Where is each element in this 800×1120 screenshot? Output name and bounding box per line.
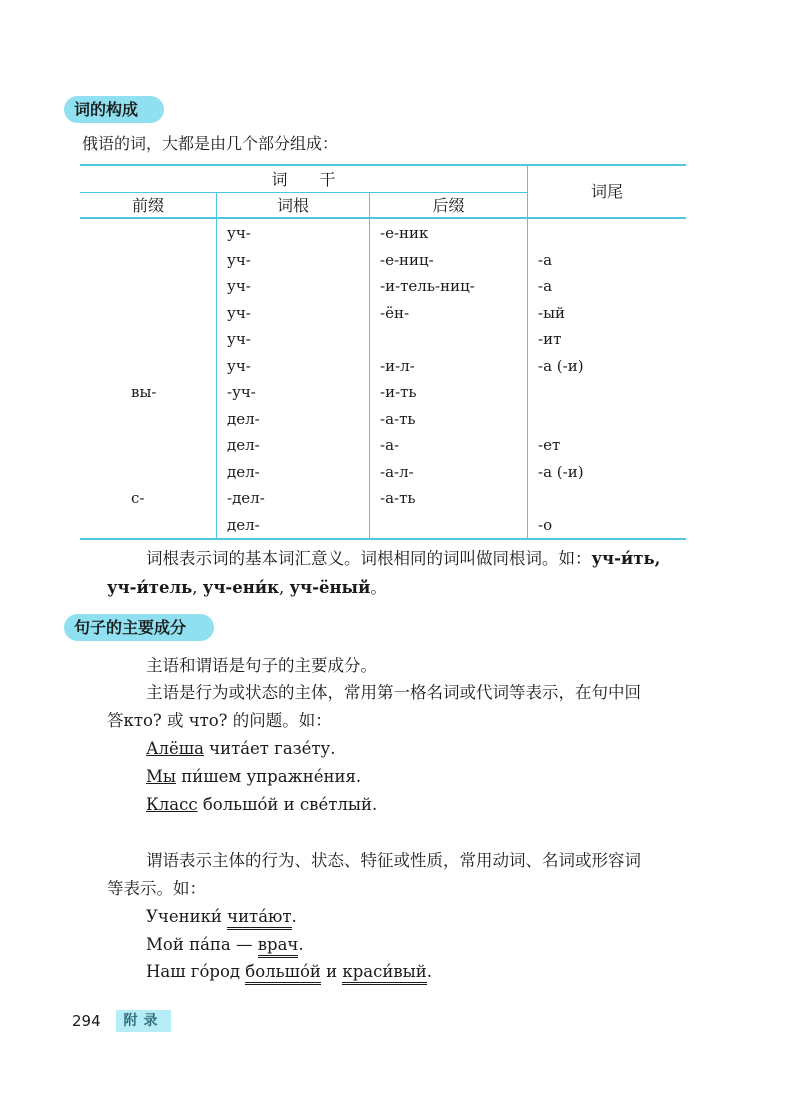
ending-cell: -а (-и)	[538, 356, 584, 375]
suffix-cell: -е-ниц-	[380, 250, 434, 269]
suffix-cell: -а-ть	[380, 489, 416, 507]
suffix-cell: -ён-	[380, 303, 410, 322]
root-cell: уч-	[227, 303, 251, 322]
sentence-parts-p2-line2: 答кто? 或 что? 的问题。如：	[107, 711, 332, 730]
root-example-1: уч-и́ть,	[591, 549, 661, 568]
subject-word: Алёша	[146, 739, 204, 758]
table-rule-bottom	[80, 538, 686, 540]
ending-cell: -ит	[538, 330, 562, 348]
predicate-word: большо́й	[245, 962, 321, 985]
table-rule-stem	[80, 192, 528, 193]
root-cell: дел-	[227, 436, 260, 454]
predicate-word: врач	[258, 935, 299, 958]
section-title-sentence-parts	[64, 614, 214, 641]
example-subject-2	[146, 766, 361, 788]
section-title-word-formation	[64, 96, 164, 123]
header-ending: 词尾	[590, 182, 623, 201]
section-title-text: 句子的主要成分	[74, 618, 187, 637]
example-predicate-2	[146, 934, 304, 956]
example-pre: Ученики́	[146, 907, 228, 926]
root-example-3: уч-ени́к	[202, 578, 279, 597]
sentence-parts-p1: 主语和谓语是句子的主要成分。	[146, 656, 377, 675]
prefix-cell: с-	[131, 489, 145, 507]
header-stem: 词 干	[271, 170, 336, 189]
predicate-word: краси́вый	[342, 962, 426, 985]
root-example-4: уч-ёный	[289, 578, 371, 597]
sentence-parts-p2-line1: 主语是行为或状态的主体，常用第一格名词或代词等表示，在句中回	[146, 683, 641, 702]
predicate-word: чита́ют	[227, 907, 291, 930]
example-rest: чита́ет газе́ту.	[203, 739, 336, 758]
root-cell: дел-	[227, 409, 260, 428]
example-pre: Мой па́па —	[146, 935, 258, 954]
root-cell: уч-	[227, 250, 251, 269]
example-subject-1	[146, 738, 336, 760]
root-note-line2	[107, 577, 387, 599]
example-predicate-3	[146, 961, 432, 983]
root-sep-2: ,	[279, 578, 290, 597]
table-rule-v1	[216, 192, 217, 539]
ending-cell: -а	[538, 277, 553, 295]
root-cell: дел-	[227, 515, 260, 534]
root-cell: уч-	[227, 356, 251, 375]
header-suffix: 后缀	[432, 196, 465, 215]
table-rule-top	[80, 164, 686, 166]
suffix-cell: -и-ть	[380, 383, 417, 401]
example-end: .	[426, 962, 433, 981]
root-cell: -уч-	[227, 383, 256, 401]
ending-cell: -ый	[538, 303, 566, 322]
header-prefix: 前缀	[131, 196, 164, 215]
example-pre: Наш го́род	[146, 962, 246, 981]
example-rest: пи́шем упражне́ния.	[176, 767, 362, 786]
suffix-cell: -а-л-	[380, 462, 414, 481]
table-rule-v3	[527, 164, 528, 539]
subject-word: Класс	[146, 795, 198, 814]
example-end: .	[298, 935, 304, 954]
root-cell: уч-	[227, 330, 251, 348]
suffix-cell: -е-ник	[380, 224, 429, 242]
example-end: .	[291, 907, 297, 926]
sentence-parts-p3-line2: 等表示。如：	[107, 879, 206, 898]
prefix-cell: вы-	[131, 383, 157, 401]
root-note-end: 。	[370, 578, 387, 597]
example-mid: и	[320, 962, 343, 981]
root-note-line1	[146, 548, 660, 570]
example-subject-3	[146, 794, 377, 816]
ending-cell: -о	[538, 515, 553, 534]
header-root: 词根	[276, 196, 309, 215]
suffix-cell: -а-ть	[380, 409, 416, 428]
section-title-text: 词的构成	[74, 100, 139, 119]
ending-cell: -а	[538, 250, 553, 269]
table-rule-v2	[369, 192, 370, 539]
suffix-cell: -и-тель-ниц-	[380, 277, 475, 295]
sentence-parts-p3-line1: 谓语表示主体的行为、状态、特征或性质，常用动词、名词或形容词	[146, 851, 641, 870]
root-sep-1: ,	[192, 578, 203, 597]
root-example-2: уч-и́тель	[107, 578, 193, 597]
suffix-cell: -и-л-	[380, 356, 415, 375]
example-predicate-1	[146, 906, 297, 928]
subject-word: Мы	[146, 767, 177, 786]
root-cell: уч-	[227, 224, 251, 242]
example-rest: большо́й и све́тлый.	[197, 795, 378, 814]
ending-cell: -а (-и)	[538, 462, 584, 481]
suffix-cell: -а-	[380, 436, 400, 454]
table-rule-header	[80, 217, 686, 219]
appendix-label: 附录	[116, 1010, 171, 1032]
root-cell: уч-	[227, 277, 251, 295]
page-number: 294	[72, 1012, 101, 1030]
root-cell: -дел-	[227, 489, 265, 507]
intro-text: 俄语的词，大都是由几个部分组成：	[82, 134, 339, 153]
root-cell: дел-	[227, 462, 260, 481]
ending-cell: -ет	[538, 436, 561, 454]
root-note-text: 词根表示词的基本词汇意义。词根相同的词叫做同根词。如：	[146, 549, 592, 568]
